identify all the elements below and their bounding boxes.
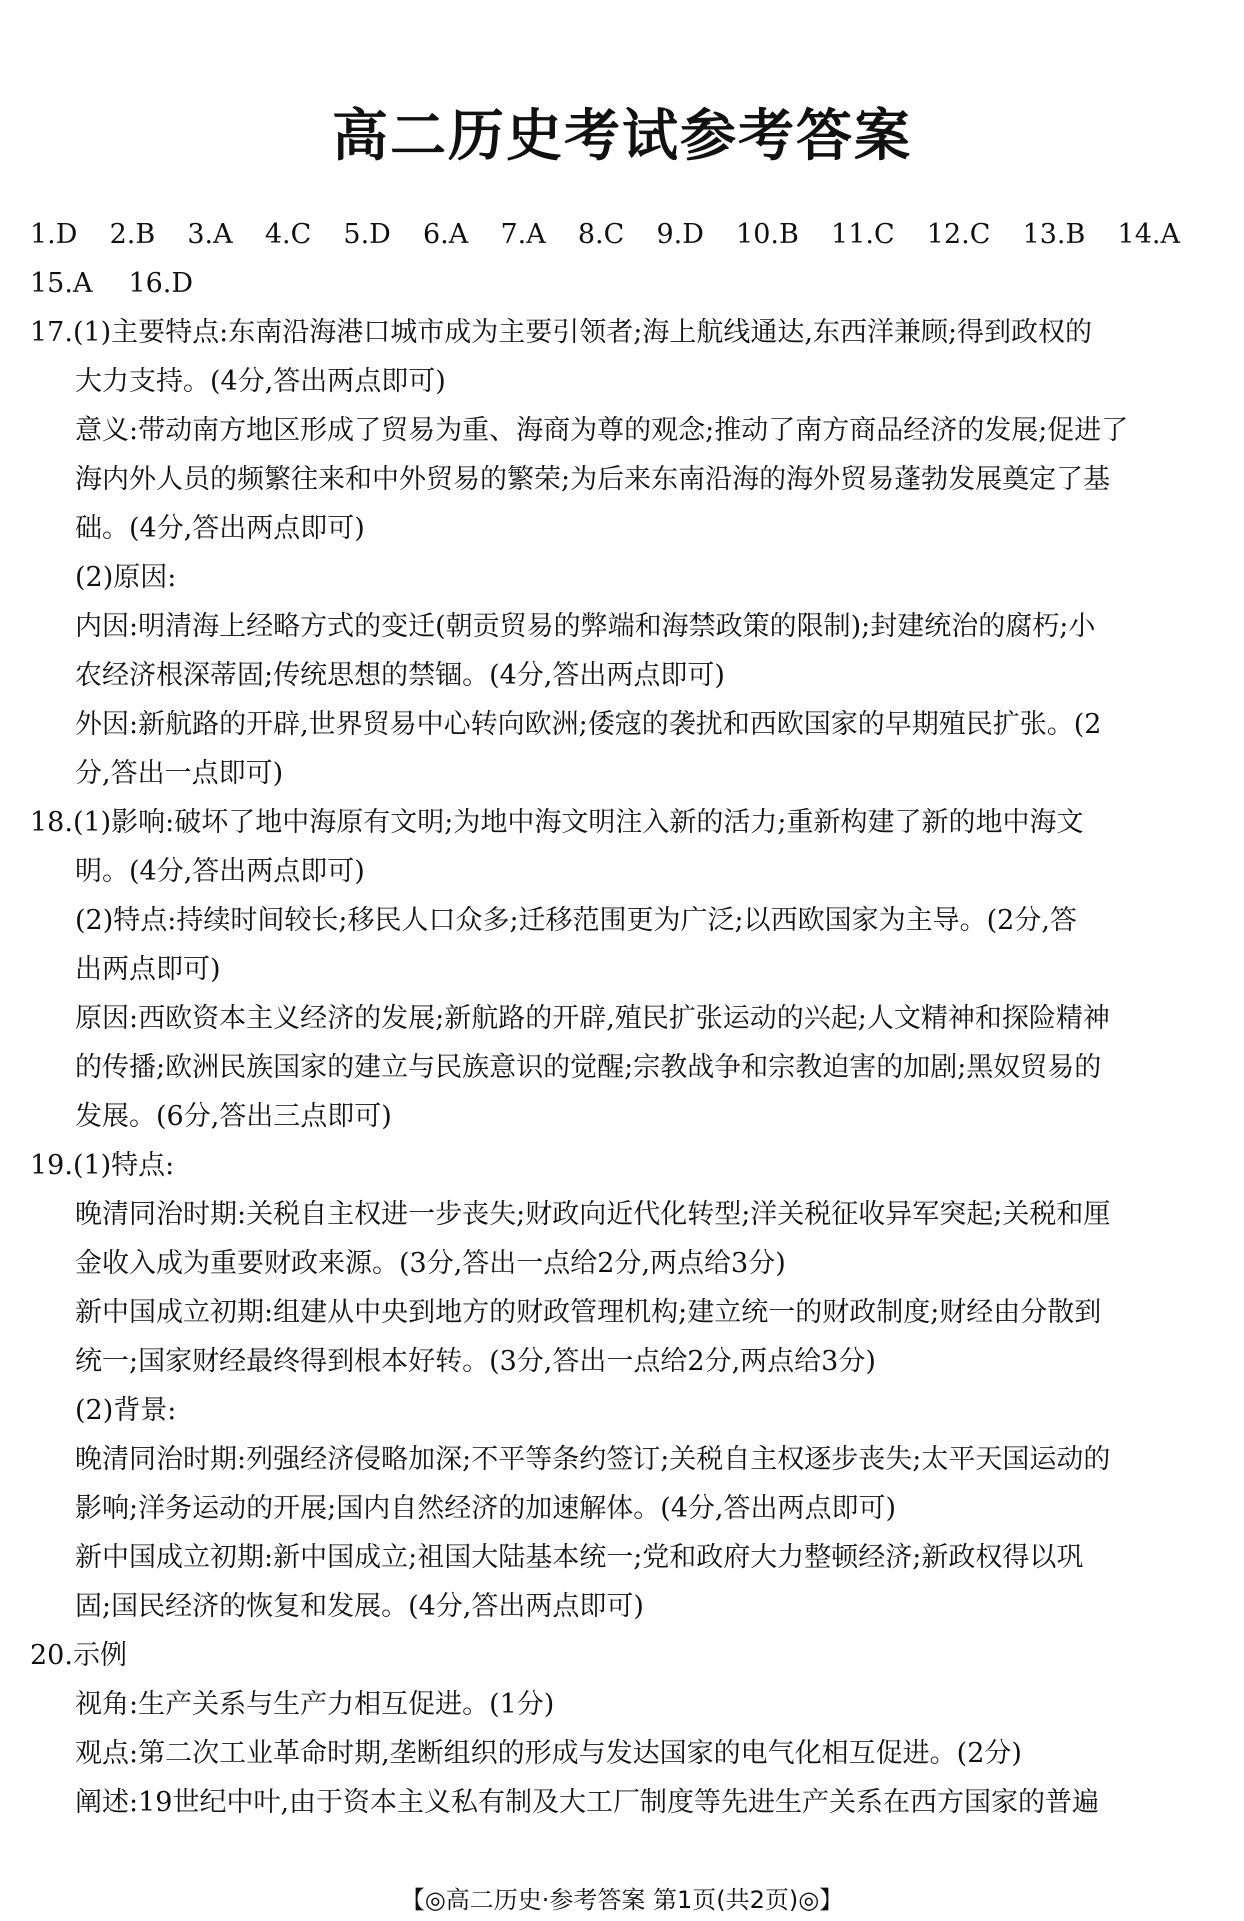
q19-new-china: 新中国成立初期:组建从中央到地方的财政管理机构;建立统一的财政制度;财经由分散到	[75, 1297, 1102, 1328]
choice-answer: 14.A	[1117, 219, 1180, 250]
q18-part1: 18.(1)影响:破坏了地中海原有文明;为地中海文明注入新的活力;重新构建了新的地中海文	[30, 807, 1084, 838]
choice-answer: 5.D	[343, 219, 391, 250]
q17-part1-cont: 大力支持。(4分,答出两点即可)	[75, 366, 446, 397]
q17-internal-causes: 内因:明清海上经略方式的变迁(朝贡贸易的弊端和海禁政策的限制);封建统治的腐朽;小	[75, 611, 1096, 642]
q18-causes-cont: 的传播;欧洲民族国家的建立与民族意识的觉醒;宗教战争和宗教迫害的加剧;黑奴贸易的	[75, 1052, 1102, 1083]
choice-answer: 9.D	[656, 219, 704, 250]
q20-elaboration: 阐述:19世纪中叶,由于资本主义私有制及大工厂制度等先进生产关系在西方国家的普遍	[75, 1787, 1100, 1818]
q19-new-china-background: 新中国成立初期:新中国成立;祖国大陆基本统一;党和政府大力整顿经济;新政权得以巩	[75, 1542, 1084, 1573]
page-footer: 【◎高二历史·参考答案 第1页(共2页)◎】	[400, 1886, 844, 1914]
q19-late-qing-background-cont: 影响;洋务运动的开展;国内自然经济的加速解体。(4分,答出两点即可)	[75, 1493, 897, 1524]
q18-causes-cont: 发展。(6分,答出三点即可)	[75, 1101, 392, 1132]
q20-example: 20.示例	[30, 1640, 127, 1671]
choice-answer: 3.A	[187, 219, 233, 250]
q17-significance: 意义:带动南方地区形成了贸易为重、海商为尊的观念;推动了南方商品经济的发展;促进了	[75, 415, 1129, 446]
q19-late-qing-background: 晚清同治时期:列强经济侵略加深;不平等条约签订;关税自主权逐步丧失;太平天国运动的	[75, 1444, 1111, 1475]
q20-viewpoint: 观点:第二次工业革命时期,垄断组织的形成与发达国家的电气化相互促进。(2分)	[75, 1738, 1022, 1769]
q17-part1: 17.(1)主要特点:东南沿海港口城市成为主要引领者;海上航线通达,东西洋兼顾;得到政权的	[30, 317, 1093, 348]
q17-external-causes-cont: 分,答出一点即可)	[75, 758, 284, 789]
q17-significance-cont: 础。(4分,答出两点即可)	[75, 513, 365, 544]
choice-answers-row-1	[30, 210, 1180, 259]
q19-part2: (2)背景:	[75, 1395, 177, 1426]
choice-answer: 6.A	[423, 219, 469, 250]
q17-external-causes: 外因:新航路的开辟,世界贸易中心转向欧洲;倭寇的袭扰和西欧国家的早期殖民扩张。(2	[75, 709, 1102, 740]
choice-answer: 15.A	[30, 268, 93, 299]
q18-part2-cont: 出两点即可)	[75, 954, 221, 985]
choice-answer: 16.D	[128, 268, 194, 299]
q19-new-china-background-cont: 固;国民经济的恢复和发展。(4分,答出两点即可)	[75, 1591, 644, 1622]
q19-part1: 19.(1)特点:	[30, 1150, 175, 1181]
choice-answer: 11.C	[831, 219, 895, 250]
choice-answer: 13.B	[1022, 219, 1086, 250]
q17-internal-causes-cont: 农经济根深蒂固;传统思想的禁锢。(4分,答出两点即可)	[75, 660, 725, 691]
choice-answer: 10.B	[736, 219, 799, 250]
choice-answer: 1.D	[30, 219, 78, 250]
q17-significance-cont: 海内外人员的频繁往来和中外贸易的繁荣;为后来东南沿海的海外贸易蓬勃发展奠定了基	[75, 464, 1111, 495]
q17-part2: (2)原因:	[75, 562, 177, 593]
q19-late-qing: 晚清同治时期:关税自主权进一步丧失;财政向近代化转型;洋关税征收异军突起;关税和厘	[75, 1199, 1111, 1230]
q18-part2: (2)特点:持续时间较长;移民人口众多;迁移范围更为广泛;以西欧国家为主导。(2分,答	[75, 905, 1077, 936]
choice-answer: 2.B	[109, 219, 156, 250]
q19-late-qing-cont: 金收入成为重要财政来源。(3分,答出一点给2分,两点给3分)	[75, 1248, 786, 1279]
q19-new-china-cont: 统一;国家财经最终得到根本好转。(3分,答出一点给2分,两点给3分)	[75, 1346, 876, 1377]
choice-answer: 4.C	[264, 219, 312, 250]
q20-perspective: 视角:生产关系与生产力相互促进。(1分)	[75, 1689, 555, 1720]
choice-answers-row-2	[30, 259, 1210, 308]
choice-answer: 8.C	[577, 219, 625, 250]
answer-content	[30, 210, 1210, 1827]
q18-causes: 原因:西欧资本主义经济的发展;新航路的开辟,殖民扩张运动的兴起;人文精神和探险精神	[75, 1003, 1110, 1034]
choice-answer: 12.C	[926, 219, 991, 250]
page-title: 高二历史考试参考答案	[332, 104, 912, 169]
choice-answer: 7.A	[500, 219, 546, 250]
q18-part1-cont: 明。(4分,答出两点即可)	[75, 856, 365, 887]
